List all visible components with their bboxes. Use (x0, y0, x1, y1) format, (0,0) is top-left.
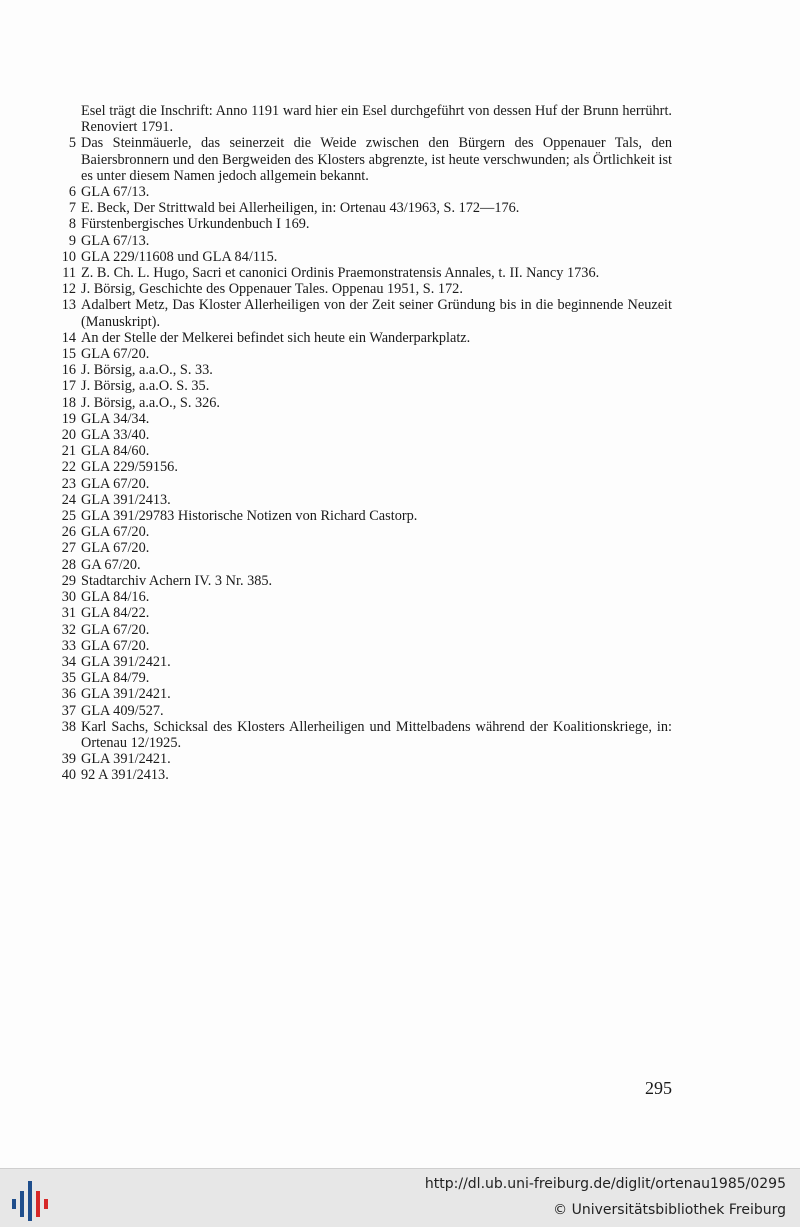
endnote (52, 605, 672, 621)
endnote-text: GA 67/20. (81, 556, 141, 573)
endnote (52, 573, 672, 589)
viewer-footer (0, 1168, 800, 1227)
endnote-number: 25 (61, 508, 76, 525)
endnote (52, 265, 672, 281)
endnotes-list (52, 103, 672, 784)
endnote-text: Adalbert Metz, Das Kloster Allerheiligen von der Zeit seiner Gründung bis in die beginnende Neuzeit (Manuskript). (81, 297, 672, 330)
endnote-number: 12 (61, 281, 76, 298)
endnote-number: 40 (61, 767, 76, 784)
endnote-number: 14 (61, 329, 76, 346)
endnote-text: J. Börsig, a.a.O., S. 33. (81, 362, 213, 379)
endnote (52, 508, 672, 524)
endnote (52, 297, 672, 329)
endnote-text: GLA 67/13. (81, 184, 150, 201)
endnote-text: GLA 229/11608 und GLA 84/115. (81, 248, 278, 265)
copyright-notice: © Universitätsbibliothek Freiburg (553, 1202, 786, 1218)
endnote (52, 411, 672, 427)
endnote-number: 32 (61, 621, 76, 638)
endnote (52, 476, 672, 492)
ub-freiburg-logo-icon (10, 1179, 50, 1223)
endnote-number: 13 (61, 297, 76, 314)
endnote-text: GLA 84/22. (81, 605, 150, 622)
endnote-text: GLA 67/20. (81, 346, 150, 363)
endnote-text: J. Börsig, a.a.O. S. 35. (81, 378, 210, 395)
endnote-text: Z. B. Ch. L. Hugo, Sacri et canonici Ordinis Praemonstratensis Annales, t. II. Nancy 1736. (81, 265, 600, 282)
endnote (52, 540, 672, 556)
endnote (52, 654, 672, 670)
endnote (52, 622, 672, 638)
endnote-number: 37 (61, 702, 76, 719)
endnote-number: 5 (68, 135, 76, 152)
source-url-link[interactable]: http://dl.ub.uni-freiburg.de/diglit/ortenau1985/0295 (424, 1176, 786, 1192)
endnote-text: GLA 84/60. (81, 443, 150, 460)
endnote-text: Stadtarchiv Achern IV. 3 Nr. 385. (81, 572, 273, 589)
endnote-text: Karl Sachs, Schicksal des Klosters Allerheiligen und Mittelbadens während der Koalitionskriege, in: Ortenau 12/1925. (81, 718, 672, 751)
endnote (52, 395, 672, 411)
endnote-number: 19 (61, 410, 76, 427)
endnote-text: GLA 229/59156. (81, 459, 178, 476)
endnote-text: GLA 67/20. (81, 524, 150, 541)
endnote (52, 557, 672, 573)
endnote-number: 21 (61, 443, 76, 460)
endnote-text: J. Börsig, Geschichte des Oppenauer Tales. Oppenau 1951, S. 172. (81, 281, 463, 298)
endnote-number: 24 (61, 491, 76, 508)
endnote-text: J. Börsig, a.a.O., S. 326. (81, 394, 220, 411)
endnote-text: GLA 391/2421. (81, 653, 171, 670)
endnote-text: GLA 67/20. (81, 621, 150, 638)
endnote (52, 346, 672, 362)
endnote-number: 29 (61, 572, 76, 589)
endnote (52, 378, 672, 394)
endnote-text: GLA 67/20. (81, 475, 150, 492)
endnote-text: GLA 84/16. (81, 589, 150, 606)
endnote-number: 18 (61, 394, 76, 411)
endnote-number: 31 (61, 605, 76, 622)
endnote-number: 38 (61, 718, 76, 735)
endnote-text: E. Beck, Der Strittwald bei Allerheiligen, in: Ortenau 43/1963, S. 172—176. (81, 200, 520, 217)
endnote (52, 638, 672, 654)
endnote-number: 30 (61, 589, 76, 606)
endnote (52, 686, 672, 702)
endnote-number: 9 (68, 232, 76, 249)
endnote-number: 15 (61, 346, 76, 363)
endnote-number: 34 (61, 653, 76, 670)
endnote (52, 135, 672, 184)
endnote-text: 92 A 391/2413. (81, 767, 169, 784)
endnote (52, 767, 672, 783)
endnote (52, 751, 672, 767)
endnote (52, 524, 672, 540)
endnote-number: 17 (61, 378, 76, 395)
endnote-text: GLA 67/13. (81, 232, 150, 249)
endnote-number: 36 (61, 686, 76, 703)
endnote-number: 11 (62, 265, 76, 282)
endnote (52, 670, 672, 686)
endnote-text: GLA 33/40. (81, 427, 150, 444)
endnote-number: 39 (61, 751, 76, 768)
endnote-text: GLA 391/29783 Historische Notizen von Richard Castorp. (81, 508, 418, 525)
endnote (52, 103, 672, 135)
endnote-text: GLA 67/20. (81, 637, 150, 654)
endnote (52, 427, 672, 443)
endnote-text: GLA 34/34. (81, 410, 150, 427)
endnote (52, 200, 672, 216)
endnote-text: Esel trägt die Inschrift: Anno 1191 ward hier ein Esel durchgeführt von dessen Huf der Brunn herrührt. Renoviert 1791. (81, 103, 672, 136)
endnote (52, 589, 672, 605)
endnote (52, 281, 672, 297)
endnote-number: 20 (61, 427, 76, 444)
endnote-number: 35 (61, 670, 76, 687)
endnote-number: 27 (61, 540, 76, 557)
endnote (52, 362, 672, 378)
endnote (52, 443, 672, 459)
endnote-number: 28 (61, 556, 76, 573)
endnote-text: GLA 391/2413. (81, 491, 171, 508)
endnote (52, 492, 672, 508)
endnote-number: 26 (61, 524, 76, 541)
endnote-text: An der Stelle der Melkerei befindet sich heute ein Wanderparkplatz. (81, 329, 471, 346)
endnote (52, 703, 672, 719)
endnote (52, 330, 672, 346)
endnote-number: 16 (61, 362, 76, 379)
endnote-text: GLA 409/527. (81, 702, 164, 719)
endnote-number: 33 (61, 637, 76, 654)
endnote (52, 184, 672, 200)
endnote-text: Fürstenbergisches Urkundenbuch I 169. (81, 216, 310, 233)
endnote (52, 459, 672, 475)
endnote-text: GLA 67/20. (81, 540, 150, 557)
endnote-text: GLA 84/79. (81, 670, 150, 687)
endnote-number: 7 (68, 200, 76, 217)
endnote-number: 22 (61, 459, 76, 476)
page-number: 295 (645, 1078, 672, 1098)
endnote-number (52, 103, 81, 135)
endnote (52, 719, 672, 751)
endnote-number: 8 (68, 216, 76, 233)
endnote (52, 249, 672, 265)
endnote-text: GLA 391/2421. (81, 686, 171, 703)
endnote (52, 216, 672, 232)
endnote-number: 10 (61, 248, 76, 265)
endnote-number: 23 (61, 475, 76, 492)
endnote-number: 6 (68, 184, 76, 201)
endnote (52, 233, 672, 249)
endnote-text: Das Steinmäuerle, das seinerzeit die Weide zwischen den Bürgern des Oppenauer Tals, den Baiersbronnern und den Bergweiden des Klosters abgrenzte, ist heute verschwunden; als Örtlichkeit ist es unter diesem Namen jedoch allgemein bekannt. (81, 135, 672, 184)
endnote-text: GLA 391/2421. (81, 751, 171, 768)
